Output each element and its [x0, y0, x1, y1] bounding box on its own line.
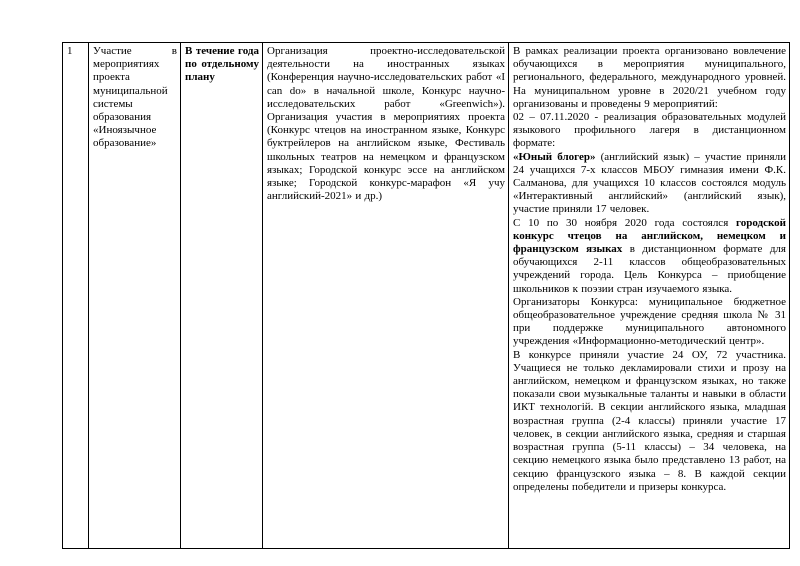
text-run: С 10 по 30 ноября 2020 года состоялся [513, 216, 736, 229]
events-report-table [62, 42, 790, 549]
text-run: (английский язык) – участие приняли 24 учащихся 7-х классов МБОУ гимназия имени Ф.К. Салманова, для учащихся 10 классов состоялся модуль «Интерактивный английский» (английский язык), участие приняли 17 человек. [513, 150, 786, 216]
text-run: 02 – 07.11.2020 - реализация образовательных модулей языкового профильного лагеря в дистанционном формате: [513, 111, 786, 150]
planned-activities-text: Организация проектно-исследовательской деятельности на иностранных языках (Конференция научно-исследовательских работ «I can do» в начальной школе, Конкурс научно-исследовательских работ «Greenwich»). Организация участия в мероприятиях проекта (Конкурс чтецов на иностранном языке, Конкурс буктрейлеров на английском языке, Фестиваль школьных театров на немецком и французском языках; Городской конкурс эссе на английском языке; Городской конкурс-марафон «Я учу английский-2021» и др.) [267, 45, 505, 203]
results-paragraph [513, 296, 786, 349]
results-paragraph [513, 45, 786, 111]
row-number: 1 [67, 45, 73, 57]
results-paragraph [513, 349, 786, 494]
text-run: В рамках реализации проекта организовано вовлечение обучающихся в мероприятия муниципального, регионального, федерального, международного уровней. На муниципальном уровне в 2020/21 учебном году организованы и проведены 9 мероприятий: [513, 45, 786, 110]
text-run: «Юный блогер» [513, 150, 596, 163]
text-run: В конкурсе приняли участие 24 ОУ, 72 участника. Учащиеся не только декламировали стихи и прозу на английском, немецком и французском языках, но также показали свои музыкальные таланты и навыки в области ИКТ технологій. В секции английского языка, младшая возрастная группа (2-4 классы) приняли участие 17 человек, в секции английского языка, средняя и старшая возрастная группа (5-11 классы) – 34 человека, на секцию немецкого языка было представлено 13 работ, на секцию французского языка – 8. В каждой секции определены победители и призеры конкурса. [513, 348, 786, 493]
timeline-text: В течение года по отдельному плану [185, 45, 259, 84]
activity-text: Участие в мероприятиях проекта муниципальной системы образования «Иноязычное образование» [93, 45, 177, 150]
results-paragraph [513, 151, 786, 217]
text-run: городской конкурс чтецов на английском, немецком и французском языках [513, 216, 786, 256]
cell-planned-activities [263, 43, 509, 549]
table-row [63, 43, 790, 549]
results-paragraph [513, 111, 786, 151]
text-run: в дистанционном формате для обучающихся 2-11 классов общеобразовательных учреждений города. Цель Конкурса – приобщение школьников к поэзии стран изучаемого языка. [513, 243, 786, 295]
cell-activity [89, 43, 181, 549]
cell-timeline [181, 43, 263, 549]
cell-row-number [63, 43, 89, 549]
text-run: Организаторы Конкурса: муниципальное бюджетное общеобразовательное учреждение средняя школа № 31 при поддержке муниципального автономного учреждения «Информационно-методический центр». [513, 295, 786, 348]
cell-results [509, 43, 790, 549]
results-paragraph [513, 217, 786, 296]
